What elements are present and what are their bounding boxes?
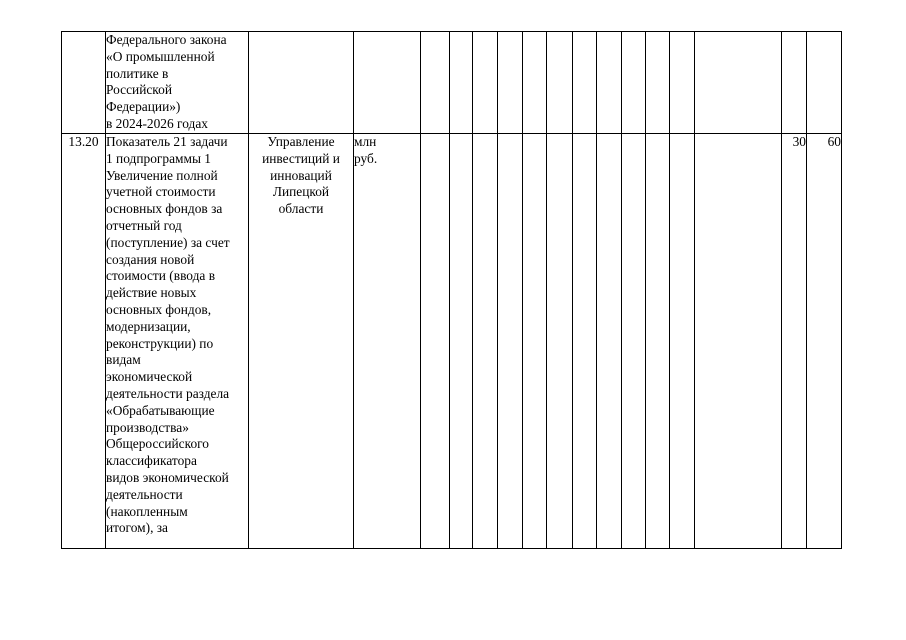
empty-cell xyxy=(547,32,573,134)
empty-cell xyxy=(646,134,670,549)
empty-cell xyxy=(597,134,622,549)
empty-cell xyxy=(670,32,695,134)
table-row xyxy=(62,134,842,549)
row-number: 13.20 xyxy=(62,134,106,549)
value-cell-a: 30 xyxy=(782,134,807,549)
empty-cell xyxy=(498,134,523,549)
value-cell-a xyxy=(782,32,807,134)
empty-cell xyxy=(450,32,473,134)
empty-cell xyxy=(573,32,597,134)
empty-cell xyxy=(547,134,573,549)
unit-of-measure xyxy=(354,32,421,134)
empty-cell xyxy=(622,32,646,134)
empty-cell xyxy=(473,32,498,134)
empty-cell xyxy=(646,32,670,134)
empty-cell xyxy=(695,32,782,134)
unit-of-measure: млн руб. xyxy=(354,134,421,549)
indicator-table xyxy=(61,31,842,549)
responsible-body: Управление инвестиций и инноваций Липецкой области xyxy=(249,134,354,549)
empty-cell xyxy=(450,134,473,549)
indicator-name: Показатель 21 задачи 1 подпрограммы 1 Увеличение полной учетной стоимости основных фондов за отчетный год (поступление) за счет создания новой стоимости (ввода в действие новых основных фондов, модернизации, реконструкции) по видам экономической деятельности раздела «Обрабатывающие производства» Общероссийского классификатора видов экономической деятельности (накопленным итогом), за xyxy=(106,134,249,549)
row-number xyxy=(62,32,106,134)
empty-cell xyxy=(597,32,622,134)
empty-cell xyxy=(523,32,547,134)
empty-cell xyxy=(523,134,547,549)
empty-cell xyxy=(573,134,597,549)
value-cell-b: 60 xyxy=(807,134,842,549)
empty-cell xyxy=(421,134,450,549)
value-cell-b xyxy=(807,32,842,134)
empty-cell xyxy=(670,134,695,549)
indicator-name: Федерального закона «О промышленной политике в Российской Федерации») в 2024-2026 годах xyxy=(106,32,249,134)
table-row xyxy=(62,32,842,134)
responsible-body xyxy=(249,32,354,134)
empty-cell xyxy=(473,134,498,549)
empty-cell xyxy=(695,134,782,549)
empty-cell xyxy=(498,32,523,134)
empty-cell xyxy=(622,134,646,549)
empty-cell xyxy=(421,32,450,134)
